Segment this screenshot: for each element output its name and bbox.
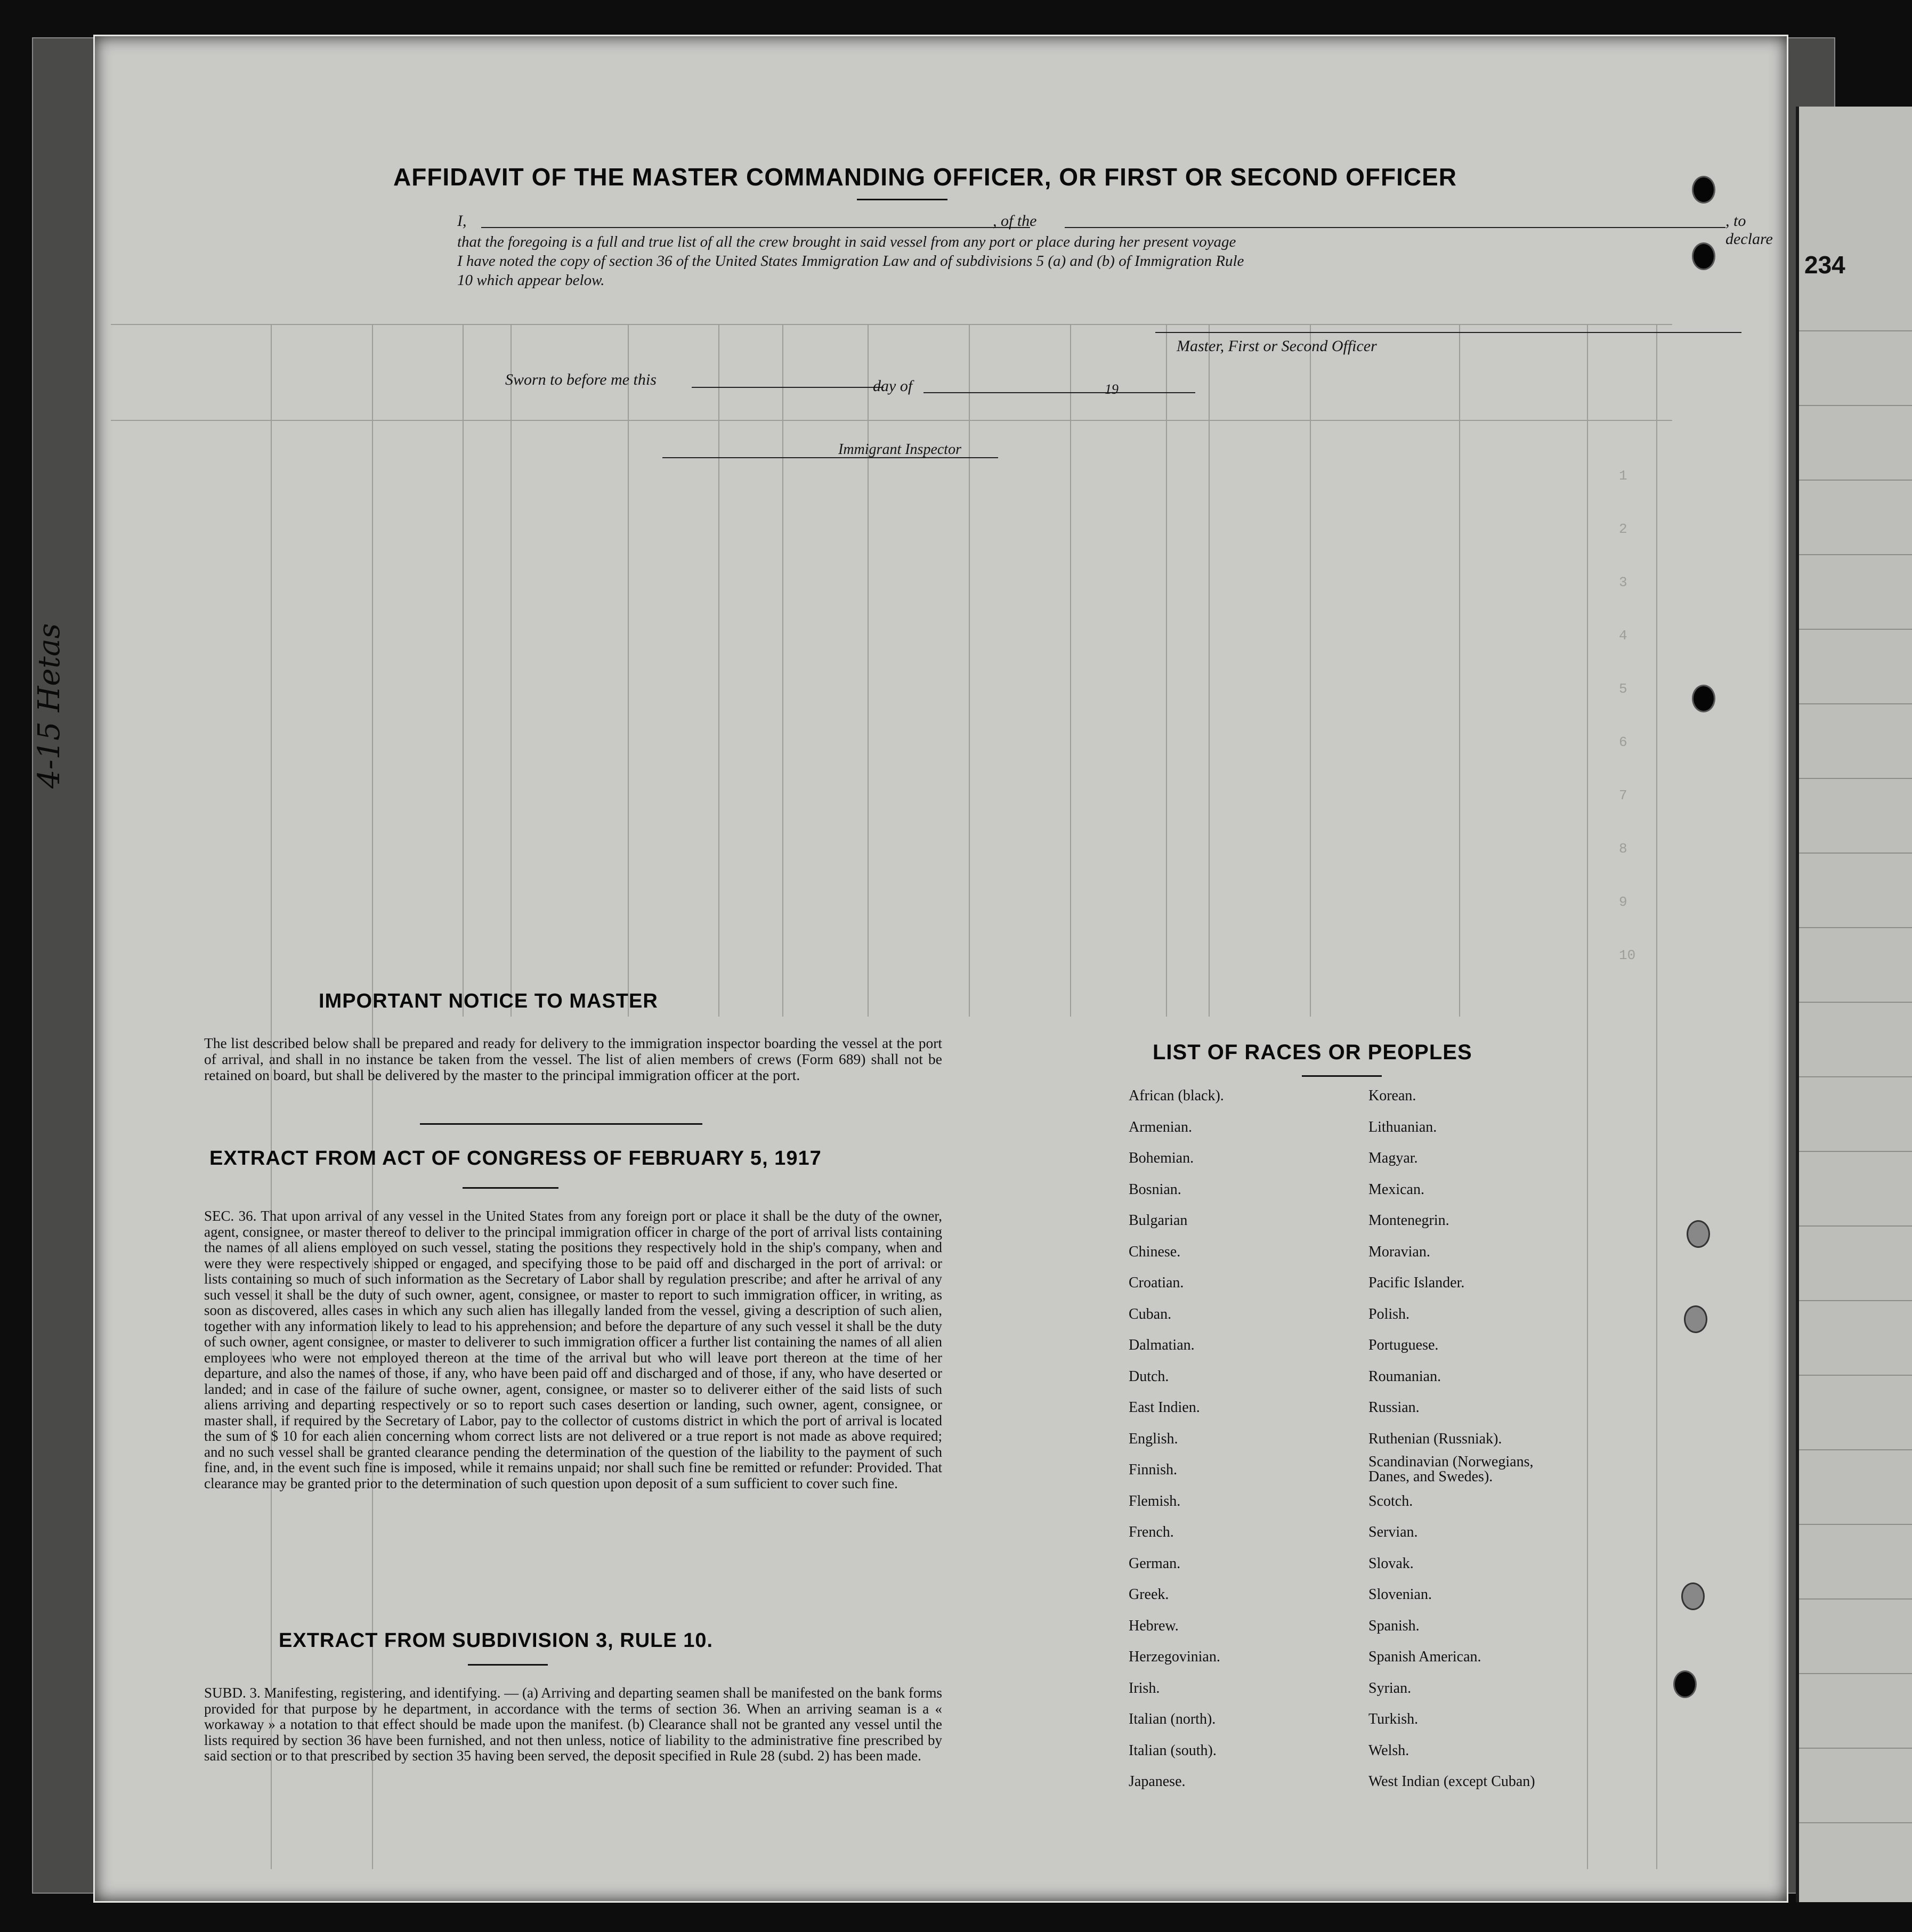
affidavit-line-4: 10 which appear below.: [457, 272, 605, 289]
punch-hole: [1687, 1220, 1710, 1248]
race-item: Herzegovinian.: [1129, 1649, 1220, 1665]
race-item: East Indien.: [1129, 1399, 1200, 1416]
race-item: Bulgarian: [1129, 1212, 1188, 1229]
races-left-column: [1129, 1081, 1224, 1798]
race-item: Finnish.: [1129, 1462, 1178, 1478]
race-item: Irish.: [1129, 1679, 1160, 1696]
race-item: Greek.: [1129, 1586, 1169, 1603]
affidavit-of-the: , of the: [993, 212, 1037, 230]
race-item: Dalmatian.: [1129, 1337, 1195, 1353]
affidavit-sheet: 1 2 3 4 5 6 7 8 9 10 AFFIDAVIT OF THE MASTER COMMANDING OFFICER, OR FIRST OR SECOND OFFICER I, , of the , to declare that the foregoing is a full and true list of all the crew brought in said vessel from any port or place during her present voyage I have noted the copy of section 36 of the United States Immigration Law and of subdivisions 5 (a) and (b) of Immigration Rule 10 which appear below. Master, First or Second Officer Sworn to before me this day of 19 Immigrant Inspector IMPORTANT NOTICE TO MASTER The list described below shall be prepared and ready for delivery to the immigration inspector boarding the vessel at the port of arrival, and shall in no instance be taken from the vessel. The list of alien members of crews (Form 689) shall not be retained on board, but shall be delivered by the master to the principal immigration officer at the port. EXTRACT FROM ACT OF CONGRESS OF FEBRUARY 5, 1917 SEC. 36. That upon arrival of any vessel in the United States from any foreign port or place it shall be the duty of the owner, agent, consignee, or master thereof to deliver to the principal immigration officer in charge of the port of arrival lists containing the names of all aliens employed on such vessel, stating the positions they respectively hold in the ship's company, when and were they were respectively shipped or engaged, and specifying those to be paid off and discharged in the port of arrival: or lists containing so much of such information as the Secretary of Labor shall by regulation prescribe; and after he arrival of any such vessel it shall be the duty of such owner, agent, consignee, or master to report to such immigration officer, in writing, as soon as discovered, alles cases in which any such alien has illegally landed from the vessel, giving a description of such alien, together with any information likely to lead to his apprehension; and before the departure of any such vessel it shall be the duty of such owner, agent consignee, or master to deliverer to such immigration officer a further list containing the names of all alien employees who were not employed thereon at the time of the arrival but who will leave port thereon at the time of her departure, and also the names of those, if any, who have been paid off and discharged and of those, if any, who have deserted or landed; and in case of the failure of suche owner, agent, consignee, or master so to deliverer either of the said lists of such aliens arriving and departing respectively or so to report such cases desertion or landing, such owner, agent, consignee, or master shall, if required by the Secretary of Labor, pay to the collector of customs district in which the port of arrival is located the sum of $ 10 for each alien concerning whom correct lists are not delivered or a true report is not made as above required; and no such vessel shall be granted clearance pending the determination of the question of the liability to the payment of such fine, and, in the event such fine is imposed, while it remains unpaid; nor shall such fine be remitted or refunder: Provided. That clearance may be granted prior to the determination of such question upon deposit of a sum sufficient to cover such fine. EXTRACT FROM SUBDIVISION 3, RULE 10. SUBD. 3. Manifesting, registering, and identifying. — (a) Arriving and departing seamen shall be manifested on the bank forms provided for that purpose by he department, in accordance with the terms of section 36. When an arriving seaman is a « workaway » a notation to that effect should be made upon the manifest. (b) Clearance shall not be granted any vessel until the lists required by section 36 have been furnished, and not then unless, notice of liability to the administrative fine prescribed by said section or to that prescribed by section 35 having been served, the deposit specified in Rule 28 (subd. 2) has been made. LIST OF RACES OR PEOPLES African (black). Armenian. Bohemian. Bosnian. Bulgarian Chinese. Croatian. Cuban. Dalmatian. Dutch. East Indien. English. Finnish. Flemish. French. German. Greek. Hebrew. Herzegovinian. Irish. Italian (north). Italian (south). Japanese. Korean. Lithuanian. Magyar. Mexican. Montenegrin. Moravian. Pacific Islander. Polish. Portuguese. Roumanian. Russian. Ruthenian (Russniak). Scandinavian (Norwegians, Danes, and Swedes). Scotch. Servian. Slovak. Slovenian. Spanish. Spanish American. Syrian. Turkish. Welsh. West Indian (except Cuban): [93, 35, 1788, 1903]
race-item: African (black).: [1129, 1087, 1224, 1104]
race-item: Roumanian.: [1368, 1368, 1441, 1385]
race-item: Italian (south).: [1129, 1742, 1217, 1759]
punch-hole: [1692, 685, 1715, 712]
races-title: LIST OF RACES OR PEOPLES: [1153, 1041, 1472, 1064]
race-item: Ruthenian (Russniak).: [1368, 1430, 1502, 1447]
race-item: Scandinavian (Norwegians, Danes, and Swedes).: [1368, 1454, 1534, 1485]
race-item: Bosnian.: [1129, 1181, 1181, 1198]
race-item: Chinese.: [1129, 1243, 1181, 1260]
race-item: English.: [1129, 1430, 1178, 1447]
affidavit-title: AFFIDAVIT OF THE MASTER COMMANDING OFFICER, OR FIRST OR SECOND OFFICER: [393, 163, 1457, 191]
race-item: Pacific Islander.: [1368, 1275, 1465, 1291]
extract-act-title: EXTRACT FROM ACT OF CONGRESS OF FEBRUARY 5, 1917: [209, 1147, 822, 1170]
affidavit-to-declare: , to declare: [1725, 212, 1773, 248]
race-item: Russian.: [1368, 1399, 1420, 1416]
race-item: Moravian.: [1368, 1243, 1430, 1260]
punch-hole: [1681, 1582, 1705, 1610]
day-of-label: day of: [873, 377, 913, 395]
race-item: Servian.: [1368, 1524, 1418, 1540]
race-item: Cuban.: [1129, 1305, 1172, 1322]
affidavit-line-2: that the foregoing is a full and true list of all the crew brought in said vessel from any port or place during her present voyage: [457, 233, 1236, 250]
race-item: West Indian (except Cuban): [1368, 1773, 1535, 1790]
race-item: German.: [1129, 1555, 1181, 1572]
race-item: Polish.: [1368, 1305, 1410, 1322]
race-item: Welsh.: [1368, 1742, 1409, 1759]
race-item: Korean.: [1368, 1087, 1416, 1104]
race-item: Croatian.: [1129, 1275, 1184, 1291]
punch-hole: [1684, 1305, 1707, 1333]
master-signature-label: Master, First or Second Officer: [1177, 337, 1377, 355]
notice-text: The list described below shall be prepared and ready for delivery to the immigration inspector boarding the vessel at the port of arrival, and shall in no instance be taken from the vessel. The list of alien members of crews (Form 689) shall not be retained on board, but shall be delivered by the master to the principal immigration officer at the port.: [204, 1035, 942, 1083]
race-item: Japanese.: [1129, 1773, 1186, 1790]
race-item: Magyar.: [1368, 1150, 1418, 1166]
ledger-page: [1796, 107, 1912, 1902]
punch-hole: [1673, 1670, 1697, 1698]
year-label: 19: [1105, 381, 1119, 397]
race-item: Lithuanian.: [1368, 1118, 1437, 1135]
notice-title: IMPORTANT NOTICE TO MASTER: [319, 990, 658, 1012]
extract-act-text: SEC. 36. That upon arrival of any vessel in the United States from any foreign port or place it shall be the duty of the owner, agent, consignee, or master thereof to deliver to the principal immigration officer in charge of the port of arrival lists containing the names of all aliens employed on such vessel, stating the positions they respectively hold in the ship's company, when and were they were respectively shipped or engaged, and specifying those to be paid off and discharged in the port of arrival: or lists containing so much of such information as the Secretary of Labor shall by regulation prescribe; and after he arrival of any such vessel it shall be the duty of such owner, agent, consignee, or master to report to such immigration officer, in writing, as soon as discovered, alles cases in which any such alien has illegally landed from the vessel, giving a description of such alien, together with any information likely to lead to his apprehension; and before the departure of any such vessel it shall be the duty of such owner, agent consignee, or master to deliverer to such immigration officer a further list containing the names of all alien employees who were not employed thereon at the time of the arrival but who will leave port thereon at the time of her departure, and also the names of those, if any, who have been paid off and discharged and of those, if any, who have deserted or landed; and in case of the failure of suche owner, agent, consignee, or master so to deliverer either of the said lists of such aliens arriving and departing respectively or so to report such cases desertion or landing, such owner, agent, consignee, or master shall, if required by the Secretary of Labor, pay to the collector of customs district in which the port of arrival is located the sum of $ 10 for each alien concerning whom correct lists are not delivered or a true report is not made as above required; and no such vessel shall be granted clearance pending the determination of the question of the liability to the payment of such fine, and, in the event such fine is imposed, while it remains unpaid; nor shall such fine be remitted or refunder: Provided. That clearance may be granted prior to the determination of such question upon deposit of a sum sufficient to cover such fine.: [204, 1208, 942, 1491]
race-item: Portuguese.: [1368, 1337, 1439, 1353]
race-item: Slovenian.: [1368, 1586, 1432, 1603]
affidavit-line-3: I have noted the copy of section 36 of the United States Immigration Law and of subdivisions 5 (a) and (b) of Immigration Rule: [457, 253, 1244, 270]
race-item: Hebrew.: [1129, 1617, 1179, 1634]
margin-handwriting: 4-15 Hetas: [32, 623, 67, 789]
sworn-label: Sworn to before me this: [505, 371, 657, 388]
race-item: Armenian.: [1129, 1118, 1192, 1135]
race-item: Turkish.: [1368, 1711, 1419, 1727]
race-item: Bohemian.: [1129, 1150, 1194, 1166]
extract-rule-text: SUBD. 3. Manifesting, registering, and identifying. — (a) Arriving and departing seamen shall be manifested on the bank forms provided for that purpose by he department, in accordance with the terms of section 36. When an arriving seaman is a « workaway » a notation to that effect should be made upon the manifest. (b) Clearance shall not be granted any vessel until the lists required by section 36 have been furnished, and not then unless, notice of liability to the administrative fine prescribed by said section or to that prescribed by section 35 having been served, the deposit specified in Rule 28 (subd. 2) has been made.: [204, 1685, 942, 1764]
race-item: Spanish American.: [1368, 1649, 1481, 1665]
race-item: Italian (north).: [1129, 1711, 1216, 1727]
extract-rule-title: EXTRACT FROM SUBDIVISION 3, RULE 10.: [279, 1629, 714, 1652]
ledger-number: 234: [1804, 251, 1845, 279]
inspector-label: Immigrant Inspector: [838, 441, 961, 458]
races-right-column: [1368, 1081, 1566, 1798]
punch-hole: [1692, 242, 1715, 270]
race-item: Spanish.: [1368, 1617, 1420, 1634]
race-item: Scotch.: [1368, 1492, 1413, 1509]
race-item: Mexican.: [1368, 1181, 1424, 1198]
race-item: Syrian.: [1368, 1679, 1412, 1696]
affidavit-i: I,: [457, 212, 467, 230]
punch-hole: [1692, 176, 1715, 204]
race-item: Dutch.: [1129, 1368, 1169, 1385]
race-item: French.: [1129, 1524, 1174, 1540]
race-item: Slovak.: [1368, 1555, 1414, 1572]
race-item: Montenegrin.: [1368, 1212, 1449, 1229]
race-item: Flemish.: [1129, 1492, 1181, 1509]
